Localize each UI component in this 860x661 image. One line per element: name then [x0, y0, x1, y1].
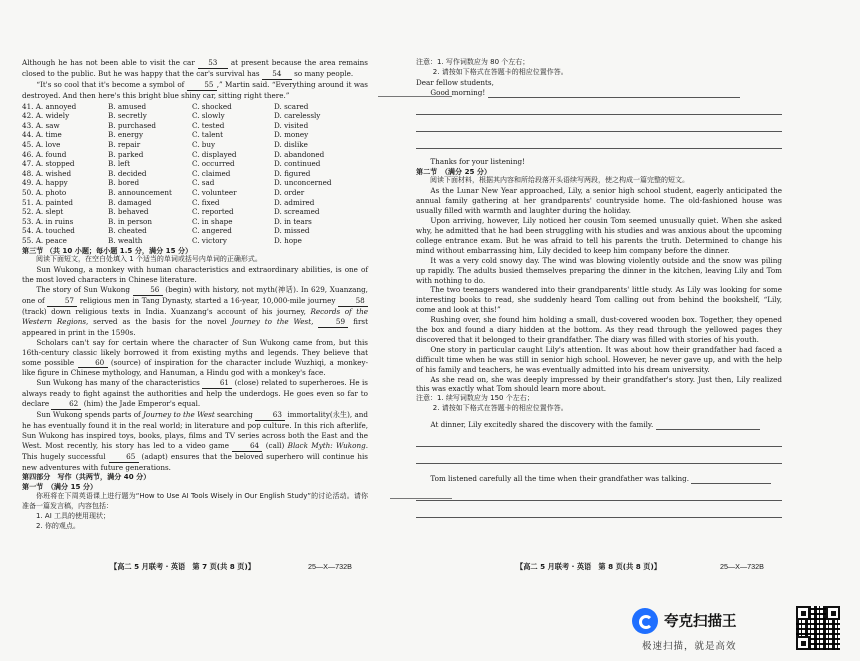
story-paragraph-2: Upon arriving, however, Lily noticed her cousin Tom seemed unusually quiet. When she asked why, he admitted that he had been struggling with his studies and was anxious about the upcoming college entrance exam. But he was afraid to tell his parents the truth. Determined to change his mind without embarrassing him, Lily decided to keep him company before the dinner.: [416, 216, 782, 255]
qr-code-icon: [796, 606, 840, 650]
writing-section2-heading: 第二节 （满分 25 分）: [416, 166, 492, 176]
blank-63: 63: [255, 410, 285, 421]
letter-greeting: [416, 88, 782, 98]
option-cell: C. sad: [192, 178, 215, 188]
writing-line: [416, 136, 782, 149]
option-cell: 54. A. touched: [22, 226, 75, 236]
blank-58: 58: [338, 296, 368, 307]
watermark-slogan: 极速扫描，就是高效: [642, 641, 737, 652]
story-paragraph-4: The two teenagers wandered into their grandparents' little study. As Lily was looking for some interesting books to read, she suddenly heard Tom calling out from behind the bookshelf, “Lily, come and look at this!”: [416, 285, 782, 315]
option-cell: B. energy: [108, 130, 144, 140]
blank-53: 53: [198, 58, 228, 69]
exam-code: 25—X—732B: [308, 562, 352, 571]
writing-line: [488, 89, 740, 98]
option-cell: 55. A. peace: [22, 235, 67, 245]
option-cell: 50. A. photo: [22, 187, 67, 197]
text: (close) related to superheroes. He is always ready to fight against the authorities and help the underdogs. He goes even so far to declare: [22, 378, 368, 409]
option-row: [22, 226, 368, 236]
option-cell: C. occurred: [192, 159, 235, 169]
writing-section2-instruction: 阅读下面材料，根据其内容和所给段落开头语续写两段，使之构成一篇完整的短文。: [430, 176, 689, 185]
story-paragraph-6: One story in particular caught Lily's attention. It was about how their grandfather had faced a difficult time when he was still in senior high school. However, he never gave up, and with the help of his family and teachers, he was eventually admitted into his dream university.: [416, 344, 782, 374]
option-cell: 49. A. happy: [22, 178, 68, 188]
blank-64: 64: [232, 441, 262, 452]
option-cell: C. reported: [192, 207, 234, 217]
option-row: [22, 207, 368, 217]
qr-finder: [826, 606, 840, 620]
exam-code: 25—X—732B: [720, 562, 764, 571]
text: At dinner, Lily excitedly shared the discovery with the family.: [430, 420, 654, 430]
option-cell: 44. A. time: [22, 130, 62, 140]
option-row: [22, 159, 368, 169]
option-row: [22, 178, 368, 188]
text: Sun Wukong spends parts of: [36, 410, 141, 420]
writing-line: [416, 102, 782, 115]
margin-rule: [378, 96, 452, 97]
option-cell: D. order: [274, 187, 305, 197]
option-cell: D. hope: [274, 235, 302, 245]
option-cell: C. slowly: [192, 111, 225, 121]
letter-closing: Thanks for your listening!: [430, 156, 525, 166]
text: (adapt) ensures that the beloved superhero will continue his new adventures with future generations.: [22, 451, 368, 472]
sw-paragraph-3: [22, 338, 368, 379]
option-cell: C. claimed: [192, 168, 231, 178]
option-row: [22, 217, 368, 227]
option-cell: D. admired: [274, 197, 315, 207]
option-cell: B. repair: [108, 140, 141, 149]
option-cell: D. carelessly: [274, 111, 321, 121]
text: searching: [217, 410, 253, 420]
option-cell: B. decided: [108, 168, 147, 178]
right-column: [416, 58, 782, 518]
option-cell: B. wealth: [108, 235, 143, 245]
watermark-name: 夸克扫描王: [664, 614, 737, 630]
writing-line: [691, 475, 771, 484]
option-cell: 47. A. stopped: [22, 159, 75, 169]
sw-paragraph-2: [22, 285, 368, 338]
option-cell: D. in tears: [274, 216, 312, 226]
option-cell: C. victory: [192, 235, 227, 245]
option-cell: 46. A. found: [22, 149, 67, 159]
text: Sun Wukong has many of the characteristics: [36, 378, 200, 388]
option-row: [22, 169, 368, 179]
continuation-opening-2: [416, 474, 782, 484]
option-cell: D. scared: [274, 101, 309, 111]
scanner-watermark: [632, 604, 854, 658]
option-row: [22, 102, 368, 112]
page-footer: 【高二 5 月联考 · 英语 第 8 页(共 8 页)】: [516, 562, 661, 571]
game-title: Black Myth: Wukong: [287, 440, 366, 450]
writing-point-2: 2. 你的观点。: [36, 522, 80, 530]
text: Tom listened carefully all the time when their grandfather was talking.: [430, 474, 690, 484]
text: , served as the basis for the novel: [86, 316, 227, 326]
option-row: [22, 198, 368, 208]
option-row: [22, 150, 368, 160]
writing-line: [416, 488, 782, 501]
section3-instruction: 阅读下面短文，在空白处填入 1 个适当的单词或括号内单词的正确形式。: [36, 255, 262, 264]
option-cell: D. unconcerned: [274, 178, 332, 188]
qr-finder: [796, 636, 810, 650]
story-paragraph-1: As the Lunar New Year approached, Lily, a senior high school student, eagerly anticipated the annual family gathering at her grandparents' countryside home. The old-fashioned house was usually filled with warmth and laughter during the holiday.: [416, 186, 782, 216]
option-cell: D. missed: [274, 226, 310, 236]
option-cell: C. tested: [192, 120, 225, 130]
option-cell: B. secretly: [108, 111, 147, 121]
page-footer: 【高二 5 月联考 · 英语 第 7 页(共 8 页)】: [110, 562, 255, 571]
sw-paragraph-5: [22, 410, 368, 472]
part4-heading: 第四部分 写作（共两节，满分 40 分）: [22, 472, 151, 482]
option-cell: B. amused: [108, 101, 147, 111]
note-2: 2. 请按如下格式在答题卡的相应位置作答。: [432, 67, 568, 76]
option-cell: C. talent: [192, 130, 224, 140]
option-cell: D. money: [274, 130, 309, 140]
text: Although he has not been able to visit the car: [22, 58, 195, 67]
text: Scholars can't say for certain where the character of Sun Wukong came from, but this 16th-century classic likely borrowed it from existing myths and legends. They believe that some possible: [22, 337, 368, 367]
text: ,: [311, 316, 314, 326]
sw-paragraph-1: Sun Wukong, a monkey with human characteristics and extraordinary abilities, is one of the most loved characters in Chinese literature.: [22, 265, 368, 285]
story-paragraph-5: Rushing over, she found him holding a small, dust-covered wooden box. Together, they opened the box and found a diary hidden at the bottom. As they read through the yellowed pages they discovered that it belonged to their grandfather. The diary was filled with stories of his youth.: [416, 315, 782, 344]
note-1: 注意：1. 写作词数应为 80 个左右；: [416, 58, 530, 66]
option-row: [22, 188, 368, 198]
text: (call): [265, 440, 285, 450]
writing-line: [416, 505, 782, 518]
option-row: [22, 236, 368, 246]
writing-point-1: 1. AI 工具的使用现状；: [36, 512, 110, 521]
option-cell: B. purchased: [108, 120, 156, 130]
exam-page-8: [404, 0, 860, 661]
blank-59: 59: [318, 317, 348, 328]
option-cell: B. in person: [108, 216, 152, 226]
option-cell: 41. A. annoyed: [22, 101, 77, 111]
option-cell: 51. A. painted: [22, 197, 74, 207]
option-cell: C. buy: [192, 140, 216, 149]
section3-heading: 第三节 （共 10 小题；每小题 1.5 分，满分 15 分）: [22, 245, 193, 255]
blank-56: 56: [133, 285, 163, 296]
option-row: [22, 130, 368, 140]
story-paragraph-3: It was a very cold snowy day. The wind was blowing violently outside and the snow was piling up rapidly. The adults busied themselves preparing the dinner in the kitchen, leaving Lily and Tom with nothing to do.: [416, 255, 782, 285]
option-cell: C. displayed: [192, 149, 237, 159]
text: at present because the area remains closed to the public. But he was happy that the car's survival has: [22, 58, 368, 78]
sw-paragraph-4: [22, 378, 368, 410]
cloze-quote: [22, 80, 368, 101]
option-cell: D. visited: [274, 120, 309, 130]
text: so many people.: [294, 68, 354, 78]
text: (source) of inspiration for the character include Wuzhiqi, a monkey-like figure in Chinese mythology, and Hanuman, a Hindu god with a monkey's face.: [22, 357, 368, 378]
qr-finder: [796, 606, 810, 620]
options-table: [22, 102, 368, 246]
option-row: [22, 121, 368, 131]
note2-2: 2. 请按如下格式在答题卡的相应位置作答。: [432, 404, 568, 413]
story-paragraph-7: As she read on, she was deeply impressed by their grandfather's story. Just then, Lily realized this was exactly what Tom should learn more about.: [416, 374, 782, 394]
text: . This hugely successful: [22, 440, 368, 461]
note2-1: 注意：1. 续写词数应为 150 个左右；: [416, 394, 534, 403]
exam-page-7: [0, 0, 404, 661]
cloze-paragraph-end: [22, 58, 368, 80]
margin-rule: [390, 498, 452, 499]
blank-55: 55: [187, 80, 217, 91]
option-cell: B. bored: [108, 178, 140, 188]
option-cell: D. abandoned: [274, 149, 325, 159]
option-cell: 43. A. saw: [22, 120, 60, 130]
quark-logo-icon: [632, 608, 658, 634]
text: (begin) with history, not myth(神话). In 629, Xuanzang, one of: [22, 285, 368, 306]
option-cell: 52. A. slept: [22, 207, 64, 217]
blank-61: 61: [202, 378, 232, 389]
text: (track) down religious texts in India. Xuanzang's account of his journey,: [22, 306, 306, 316]
option-cell: C. fixed: [192, 197, 220, 207]
option-cell: 45. A. love: [22, 140, 61, 149]
writing-line: [416, 451, 782, 464]
writing-section1-heading: 第一节 （满分 15 分）: [22, 482, 98, 492]
writing-line: [656, 421, 760, 430]
text: ,” Martin said. “Everything around it was destroyed. And then here's this bright blue shiny car, sitting right there.”: [22, 79, 368, 100]
option-cell: B. announcement: [108, 187, 172, 197]
text: (him) the Jade Emperor's equal.: [83, 399, 201, 409]
option-cell: D. continued: [274, 159, 321, 169]
option-row: [22, 140, 368, 150]
blank-54: 54: [262, 69, 292, 80]
blank-57: 57: [47, 296, 77, 307]
option-cell: C. volunteer: [192, 187, 237, 197]
book-title: Journey to the West: [143, 410, 215, 420]
option-cell: 48. A. wished: [22, 168, 72, 178]
option-cell: C. in shape: [192, 216, 233, 226]
text: Good morning!: [430, 87, 486, 97]
option-cell: 42. A. widely: [22, 111, 70, 121]
option-cell: C. shocked: [192, 101, 232, 111]
writing-line: [416, 434, 782, 447]
option-cell: C. angered: [192, 226, 232, 236]
text: first appeared in print in the 1590s.: [22, 316, 368, 337]
book-title: Records of the Western Regions: [22, 306, 368, 326]
option-cell: B. behaved: [108, 207, 149, 217]
writing-line: [416, 119, 782, 132]
option-cell: B. left: [108, 159, 130, 169]
blank-65: 65: [109, 452, 139, 463]
text: immortality(永生), and he has eventually found it in the real world; in literature and pop culture. In this rich afterlife, Sun Wukong has inspired toys, books, plays, films and TV series across both the East and the West. Most recently, his story has led to a video game: [22, 410, 368, 450]
continuation-opening-1: [416, 420, 782, 430]
text: religious men in Tang Dynasty, started a 16-year, 10,000-mile journey: [79, 296, 336, 306]
option-cell: B. parked: [108, 149, 144, 159]
letter-salutation: Dear fellow students,: [416, 77, 494, 87]
writing-section1-prompt: 你班将在下周英语课上进行题为“How to Use AI Tools Wisely in Our English Study”的讨论活动。请你准备一篇发言稿，内容包括：: [22, 492, 368, 511]
text: The story of Sun Wukong: [36, 285, 130, 295]
option-cell: 53. A. in ruins: [22, 216, 74, 226]
blank-62: 62: [51, 399, 81, 410]
option-row: [22, 111, 368, 121]
left-column: [22, 58, 368, 532]
option-cell: D. figured: [274, 168, 311, 178]
option-cell: D. screamed: [274, 207, 320, 217]
option-cell: B. cheated: [108, 226, 147, 236]
option-cell: D. dislike: [274, 140, 308, 149]
option-cell: B. damaged: [108, 197, 152, 207]
blank-60: 60: [78, 358, 108, 369]
novel-title: Journey to the West: [231, 316, 312, 326]
text: “It's so cool that it's become a symbol of: [36, 79, 185, 89]
